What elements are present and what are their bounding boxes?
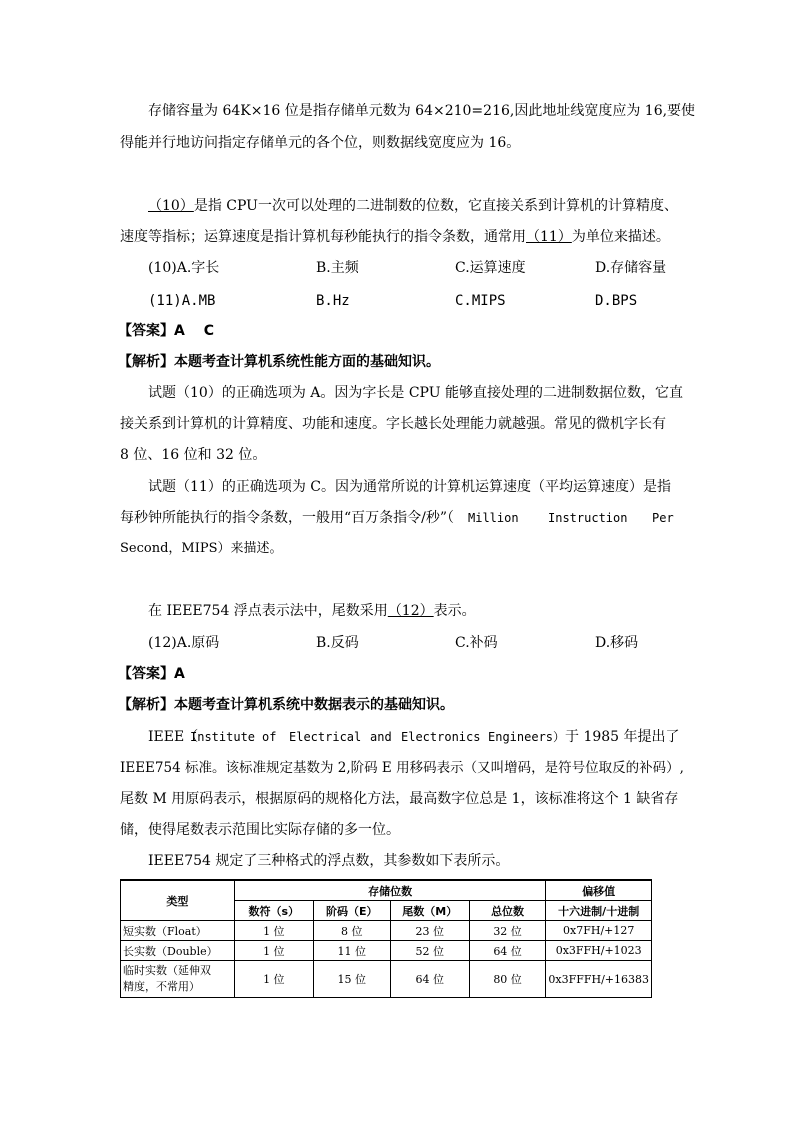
table-header: 偏移值 xyxy=(546,880,652,901)
answer-label: 【答案】 xyxy=(118,323,174,339)
analysis-text: Second，MIPS）来描述。 xyxy=(120,541,283,556)
analysis-text: 于 1985 年提出了 xyxy=(565,729,680,745)
table-cell xyxy=(121,961,235,998)
table-cell: 23 位 xyxy=(390,921,469,941)
question-stem xyxy=(148,601,476,621)
analysis-label: 【解析】 xyxy=(118,697,174,713)
analysis-text: Engineers） xyxy=(488,730,566,744)
table-cell: 32 位 xyxy=(469,921,546,941)
analysis-text: of xyxy=(262,730,277,744)
analysis-text: 试题（11）的正确选项为 C。因为通常所说的计算机运算速度（平均运算速度）是指 xyxy=(148,479,671,495)
question-stem xyxy=(120,227,670,247)
stem-text: 在 IEEE754 浮点表示法中，尾数采用 xyxy=(148,603,388,619)
analysis-text: Electrical xyxy=(289,730,362,744)
table-cell: 0x3FFH/+1023 xyxy=(546,941,652,961)
table-subheader: 数符（s） xyxy=(234,901,313,921)
table-subheader: 总位数 xyxy=(469,901,546,921)
question-stem xyxy=(148,196,678,216)
option: C.补码 xyxy=(455,635,498,651)
table-row xyxy=(121,961,652,998)
table-subheader: 阶码（E） xyxy=(313,901,390,921)
answer xyxy=(118,664,185,684)
option: D.BPS xyxy=(595,293,638,309)
analysis-text: IEEE（ xyxy=(148,729,199,745)
analysis-text: Instruction xyxy=(548,511,628,525)
option: B.主频 xyxy=(316,260,359,276)
table-cell: 15 位 xyxy=(313,961,390,998)
table-subheader: 尾数（M） xyxy=(390,901,469,921)
analysis-heading xyxy=(118,352,440,372)
stem-text: 为单位来描述。 xyxy=(571,229,670,245)
table-cell: 80 位 xyxy=(469,961,546,998)
table-subheader: 十六进制/十进制 xyxy=(546,901,652,921)
analysis-text: 8 位、16 位和 32 位。 xyxy=(120,447,267,463)
ieee754-table xyxy=(120,879,652,998)
answer xyxy=(118,321,214,341)
table-row xyxy=(121,921,652,941)
analysis-text: Institute xyxy=(190,730,256,744)
analysis-label: 【解析】 xyxy=(118,354,174,370)
stem-text: 速度等指标；运算速度是指计算机每秒能执行的指令条数，通常用 xyxy=(120,229,526,245)
option: B.Hz xyxy=(316,293,350,309)
table-cell: 短实数（Float） xyxy=(121,921,235,941)
option: C.运算速度 xyxy=(455,260,526,276)
option: B.反码 xyxy=(316,635,359,651)
analysis-text: IEEE754 规定了三种格式的浮点数，其参数如下表所示。 xyxy=(148,853,510,869)
option: C.MIPS xyxy=(455,293,506,309)
table-row xyxy=(121,941,652,961)
option: D.存储容量 xyxy=(595,260,667,276)
analysis-text: 储，使得尾数表示范围比实际存储的多一位。 xyxy=(120,822,400,838)
table-cell: 52 位 xyxy=(390,941,469,961)
analysis-title: 本题考查计算机系统中数据表示的基础知识。 xyxy=(174,697,454,713)
table-cell: 1 位 xyxy=(234,961,313,998)
table-cell: 64 位 xyxy=(469,941,546,961)
table-header: 类型 xyxy=(121,880,235,921)
stem-text: 表示。 xyxy=(433,603,476,619)
blank: （12） xyxy=(387,603,434,619)
option: (11)A.MB xyxy=(148,293,216,309)
option: (12)A.原码 xyxy=(148,635,220,651)
blank: （11） xyxy=(526,229,572,245)
cell-line: 临时实数（延伸双 xyxy=(123,964,211,977)
blank: （10） xyxy=(148,198,194,214)
analysis-text: Electronics xyxy=(401,730,481,744)
option: (10)A.字长 xyxy=(148,260,220,276)
table-cell: 0x7FH/+127 xyxy=(546,921,652,941)
analysis-heading xyxy=(118,695,454,715)
table-cell: 0x3FFFH/+16383 xyxy=(546,961,652,998)
analysis-text: 尾数 M 用原码表示，根据原码的规格化方法，最高数字位总是 1，该标准将这个 1 缺省存 xyxy=(120,791,679,807)
table-cell: 11 位 xyxy=(313,941,390,961)
analysis-text: Million xyxy=(468,511,519,525)
analysis-text: Per xyxy=(652,511,674,525)
table-cell: 长实数（Double） xyxy=(121,941,235,961)
option: D.移码 xyxy=(595,635,639,651)
body-text: 存储容量为 64K×16 位是指存储单元数为 64×210=216,因此地址线宽度应为 16,要使 xyxy=(148,103,696,119)
analysis-title: 本题考查计算机系统性能方面的基础知识。 xyxy=(174,354,440,370)
stem-text: 是指 CPU一次可以处理的二进制数的位数，它直接关系到计算机的计算精度、 xyxy=(193,198,678,214)
analysis-text: 试题（10）的正确选项为 A。因为字长是 CPU 能够直接处理的二进制数据位数，它直 xyxy=(148,385,683,401)
table-header: 存储位数 xyxy=(234,880,546,901)
analysis-text: IEEE754 标准。该标准规定基数为 2,阶码 E 用移码表示（又叫增码，是符号位取反的补码）, xyxy=(120,760,684,776)
analysis-text: 接关系到计算机的计算精度、功能和速度。字长越长处理能力就越强。常见的微机字长有 xyxy=(120,416,666,432)
table-cell: 8 位 xyxy=(313,921,390,941)
answer-value: A xyxy=(174,666,185,682)
analysis-text: and xyxy=(370,730,392,744)
table-cell: 1 位 xyxy=(234,921,313,941)
body-text: 得能并行地访问指定存储单元的各个位，则数据线宽度应为 16。 xyxy=(120,135,521,151)
answer-label: 【答案】 xyxy=(118,666,174,682)
table-cell: 64 位 xyxy=(390,961,469,998)
table-cell: 1 位 xyxy=(234,941,313,961)
answer-value: A C xyxy=(174,323,214,339)
cell-line: 精度，不常用） xyxy=(123,980,200,993)
analysis-text: 每秒钟所能执行的指令条数，一般用“百万条指令/秒”（ xyxy=(120,510,455,526)
